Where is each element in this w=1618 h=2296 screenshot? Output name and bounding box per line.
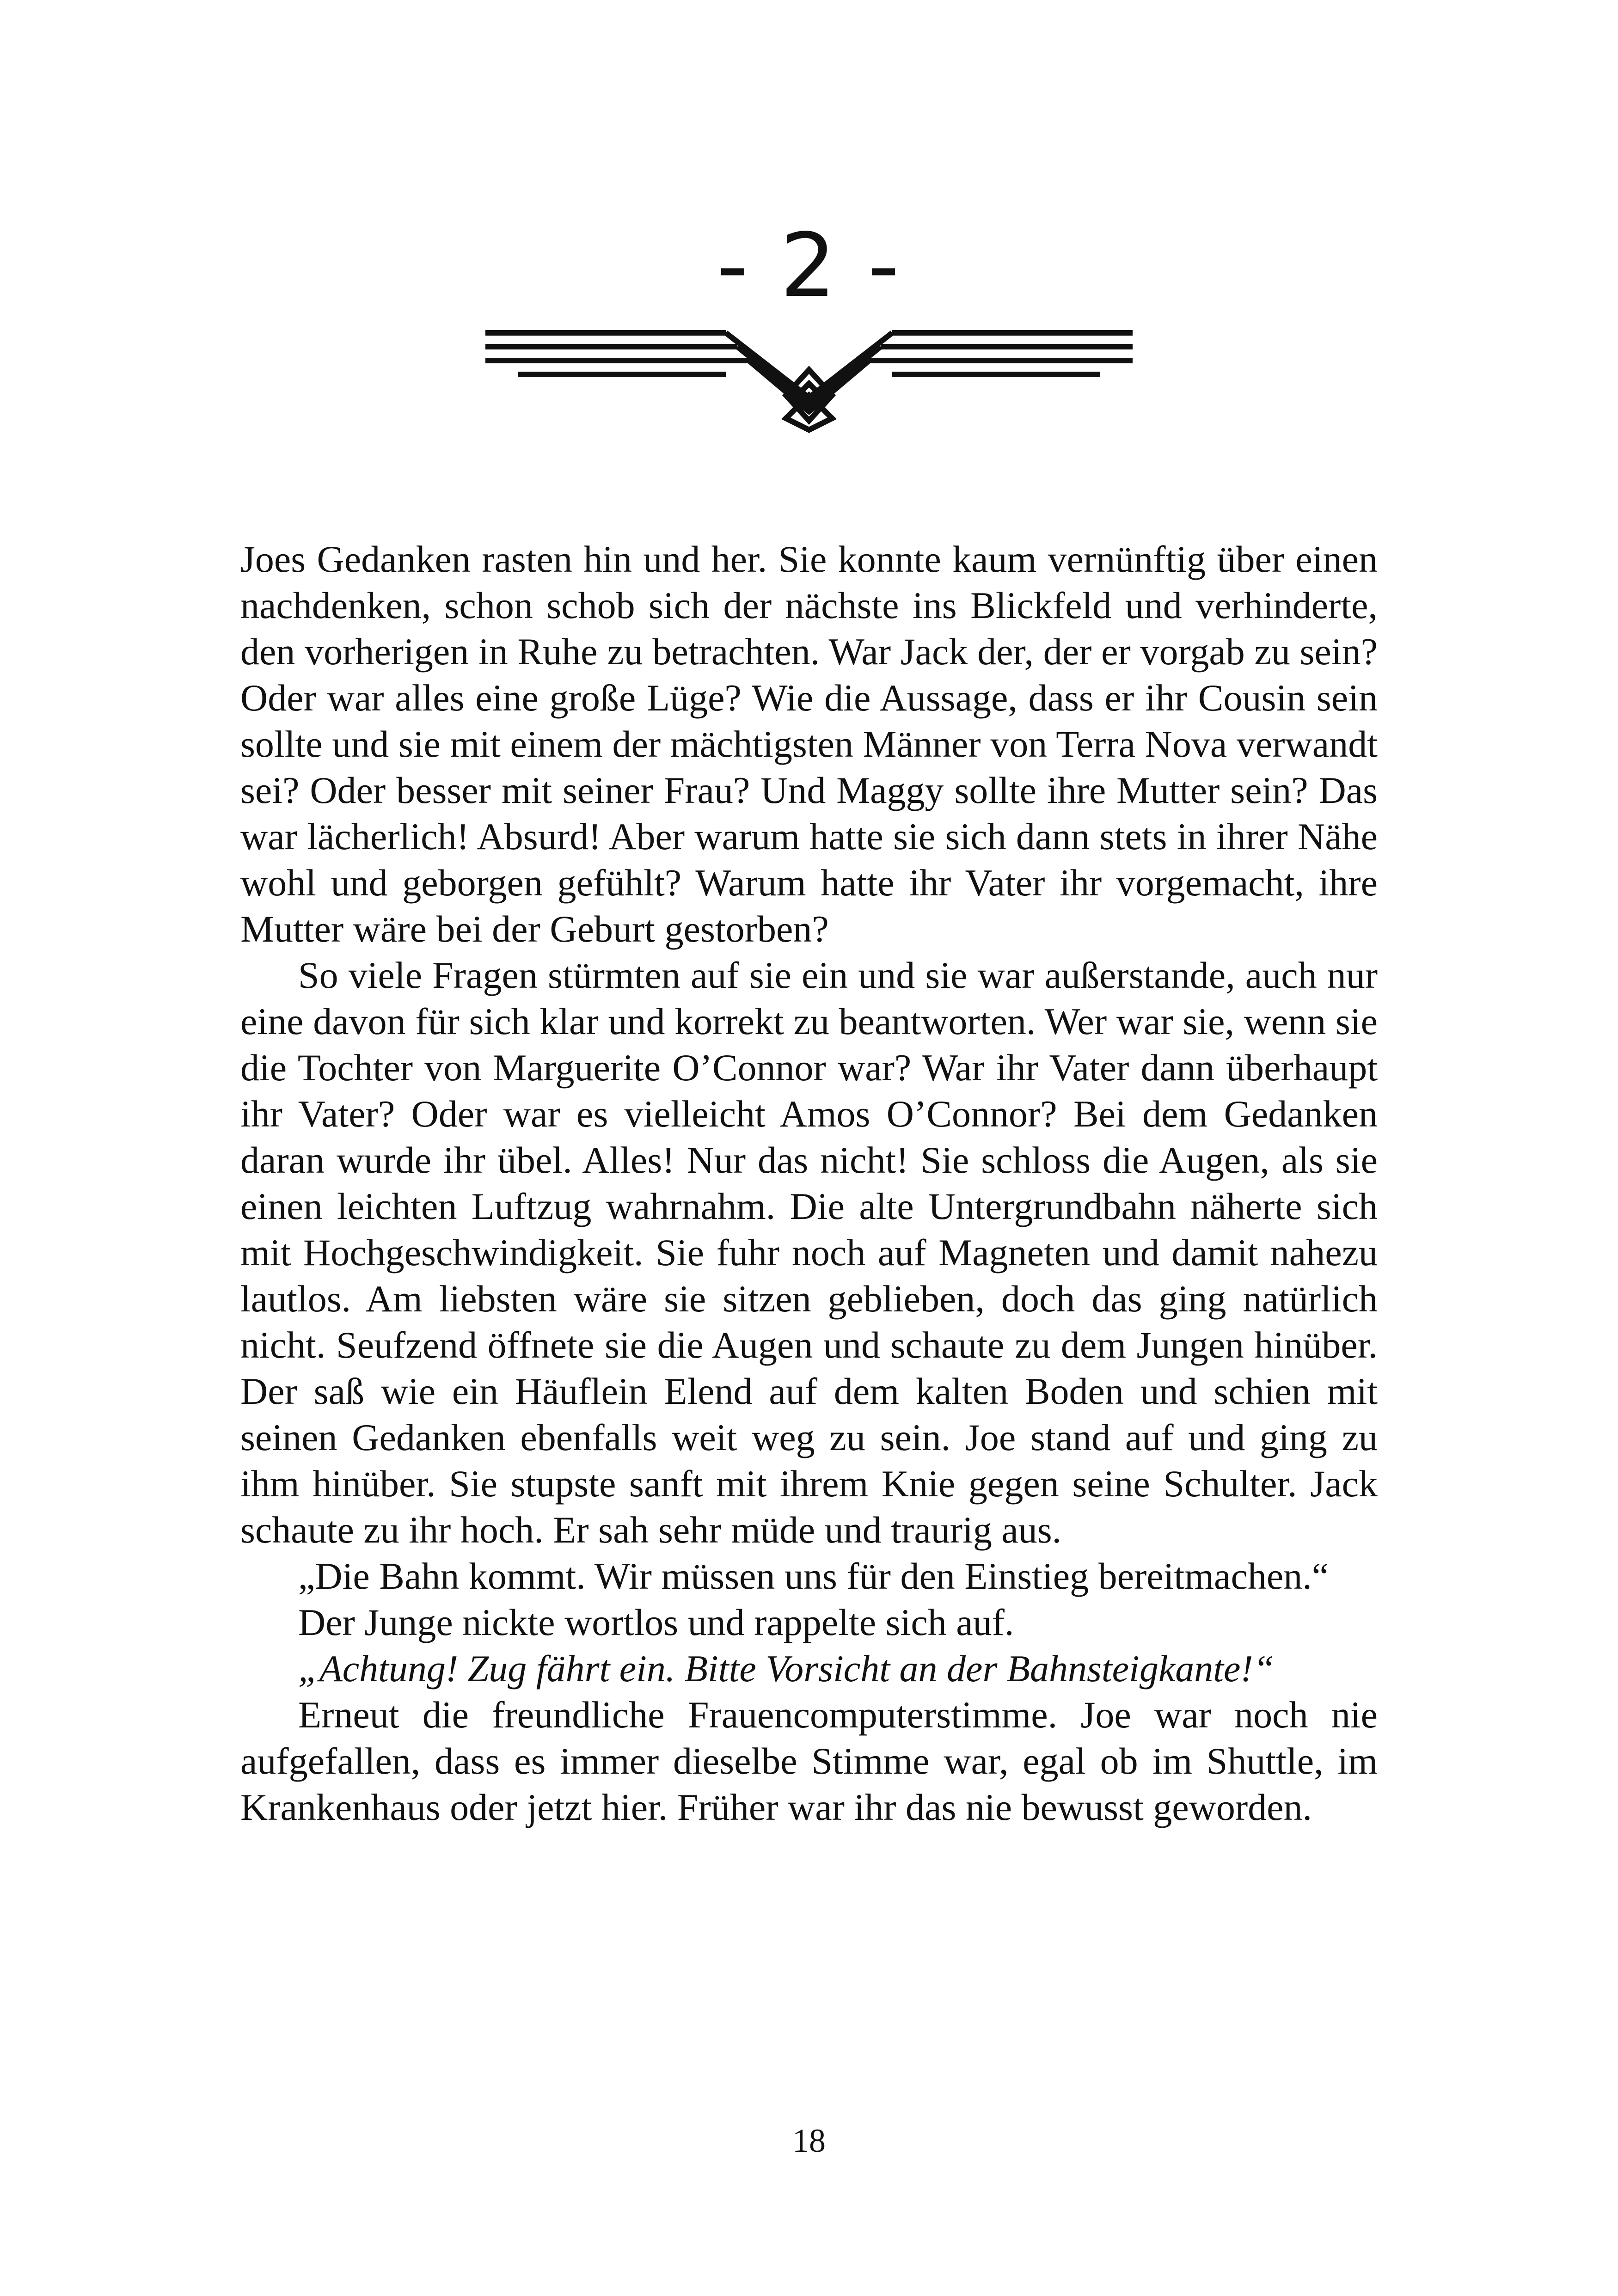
paragraph: Der Junge nickte wortlos und rappelte sich auf. [298,1601,1014,1643]
paragraph: Joes Gedanken rasten hin und her. Sie konnte kaum vernünftig über einen nachdenken, schon schob sich der nächste ins Blickfeld und verhinderte, den vorherigen in Ruhe zu betrachten. War Jack der, der er vorgab zu sein? Oder war alles eine große Lüge? Wie die Aussage, dass er ihr Cousin sein sollte und sie mit einem der mächtigsten Männer von Terra Nova verwandt sei? Oder besser mit seiner Frau? Und Maggy sollte ihre Mutter sein? Das war lächerlich! Absurd! Aber warum hatte sie sich dann stets in ihrer Nähe wohl und geborgen gefühlt? Warum hatte ihr Vater ihr vorgemacht, ihre Mutter wäre bei der Geburt gestorben? [240,538,1378,950]
paragraph: Erneut die freundliche Frauencomputerstimme. Joe war noch nie aufgefallen, dass es immer dieselbe Stimme war, egal ob im Shuttle, im Krankenhaus oder jetzt hier. Früher war ihr das nie bewusst geworden. [240,1694,1378,1828]
chapter-number: - 2 - [717,214,901,317]
art-deco-divider-ornament-icon [476,319,1142,435]
page-number: 18 [792,2122,826,2159]
announcement-paragraph: „Achtung! Zug fährt ein. Bitte Vorsicht an der Bahnsteigkante!“ [298,1647,1275,1690]
dialogue-paragraph: „Die Bahn kommt. Wir müssen uns für den Einstieg bereitmachen.“ [298,1555,1329,1597]
body-text [240,536,1378,1831]
paragraph: So viele Fragen stürmten auf sie ein und sie war außerstande, auch nur eine davon für sich klar und korrekt zu beantworten. Wer war sie, wenn sie die Tochter von Marguerite O’Connor war? War ihr Vater dann überhaupt ihr Vater? Oder war es vielleicht Amos O’Connor? Bei dem Gedanken daran wurde ihr übel. Alles! Nur das nicht! Sie schloss die Augen, als sie einen leichten Luftzug wahrnahm. Die alte Untergrundbahn näherte sich mit Hochgeschwindigkeit. Sie fuhr noch auf Magneten und damit nahezu lautlos. Am liebsten wäre sie sitzen geblieben, doch das ging natürlich nicht. Seufzend öffnete sie die Augen und schaute zu dem Jungen hinüber. Der saß wie ein Häuflein Elend auf dem kalten Boden und schien mit seinen Gedanken ebenfalls weit weg zu sein. Joe stand auf und ging zu ihm hinüber. Sie stupste sanft mit ihrem Knie gegen seine Schulter. Jack schaute zu ihr hoch. Er sah sehr müde und traurig aus. [240,954,1378,1551]
